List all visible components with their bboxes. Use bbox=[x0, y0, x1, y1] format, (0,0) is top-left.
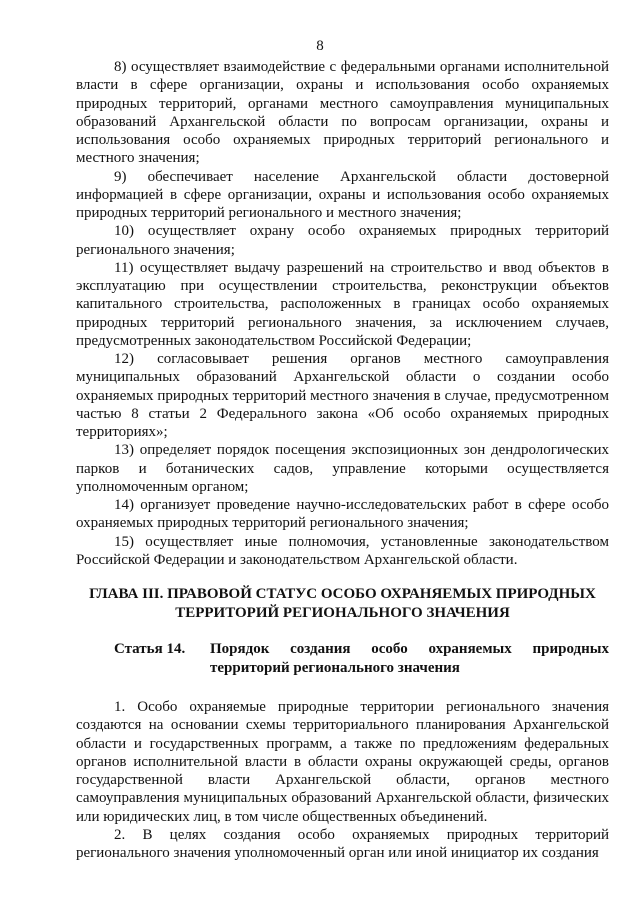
paragraph: 1. Особо охраняемые природные территории регионального значения создаются на основании схемы территориального планирования Архангельской области и государственных программ, а также по предложениям федеральных органов исполнительной власти в области охраны окружающей среды, органов государственной власти Архангельской области, органов местного самоуправления муниципальных образований Архангельской области, физических или юридических лиц, в том числе общественных объединений. bbox=[76, 699, 609, 825]
article-number: Статья 14. bbox=[114, 641, 186, 657]
paragraph: 13) определяет порядок посещения экспозиционных зон дендрологических парков и ботанических садов, управление которыми осуществляется уполномоченным органом; bbox=[76, 442, 609, 495]
page-number: 8 bbox=[316, 38, 324, 54]
paragraph: 12) согласовывает решения органов местного самоуправления муниципальных образований Архангельской области о создании особо охраняемых природных территорий местного значения в случае, предусмотренном частью 8 статьи 2 Федерального закона «Об особо охраняемых природных территориях»; bbox=[76, 351, 609, 440]
paragraph: 15) осуществляет иные полномочия, установленные законодательством Российской Федерации и законодательством Архангельской области. bbox=[76, 533, 609, 568]
paragraph: 14) организует проведение научно-исследовательских работ в сфере особо охраняемых природных территорий регионального значения; bbox=[76, 497, 609, 532]
paragraph: 10) осуществляет охрану особо охраняемых природных территорий регионального значения; bbox=[76, 223, 609, 258]
chapter-heading: ГЛАВА III. ПРАВОВОЙ СТАТУС ОСОБО ОХРАНЯЕМЫХ ПРИРОДНЫХ ТЕРРИТОРИЙ РЕГИОНАЛЬНОГО ЗНАЧЕНИЯ bbox=[89, 586, 596, 621]
paragraph: 11) осуществляет выдачу разрешений на строительство и ввод объектов в эксплуатацию при осуществлении строительства, реконструкции объектов капитального строительства, расположенных в границах особо охраняемых природных территорий регионального значения, за исключением случаев, предусмотренных законодательством Российской Федерации; bbox=[76, 259, 609, 349]
document-body bbox=[76, 58, 609, 862]
paragraph: 9) обеспечивает население Архангельской области достоверной информацией в сфере организации, охраны и использования особо охраняемых природных территорий регионального и местного значения; bbox=[76, 168, 609, 221]
article-title: Порядок создания особо охраняемых природных территорий регионального значения bbox=[210, 641, 609, 676]
paragraph: 2. В целях создания особо охраняемых природных территорий регионального значения уполномоченный орган или иной инициатор их создания bbox=[76, 826, 609, 861]
paragraph: 8) осуществляет взаимодействие с федеральными органами исполнительной власти в сфере организации, охраны и использования особо охраняемых природных территорий, органами местного самоуправления муниципальных образований Архангельской области по вопросам организации, охраны и использования особо охраняемых природных территорий регионального и местного значения; bbox=[76, 59, 609, 167]
article-heading bbox=[76, 640, 609, 677]
